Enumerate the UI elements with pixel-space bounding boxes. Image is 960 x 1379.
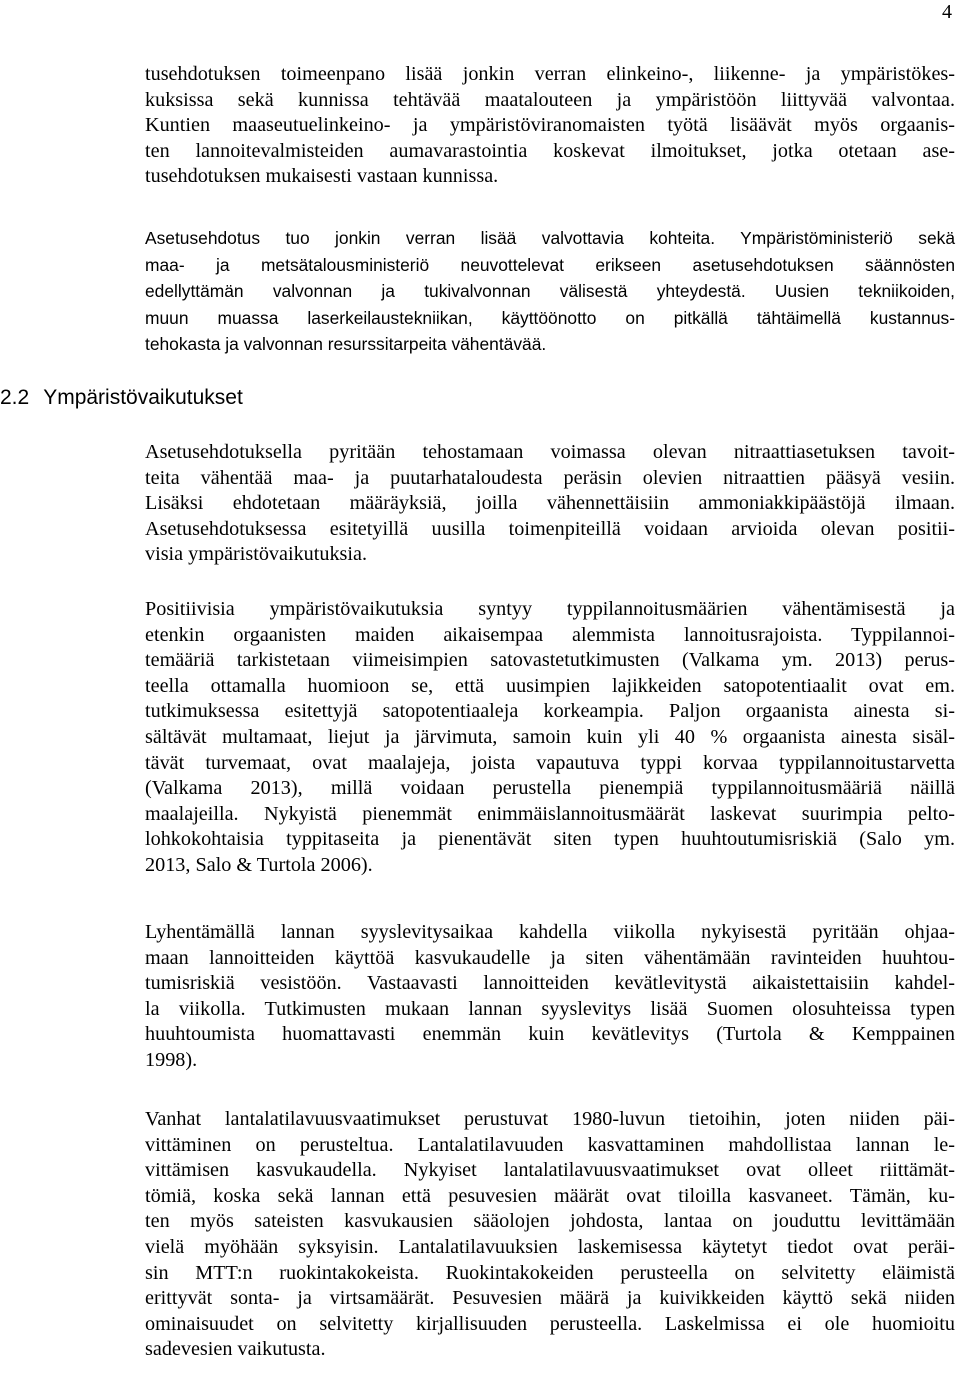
text-line: la viikolla. Tutkimusten mukaan lannan syyslevitys lisää Suomen olosuhteissa typen <box>145 997 955 1020</box>
paragraph-supervision <box>145 225 955 358</box>
text-line: Positiivisia ympäristövaikutuksia syntyy typpilannoitusmäärien vähentämisestä ja <box>145 598 955 620</box>
text-line: tutkimuksessa esitettyjä satopotentiaaleja korkeampia. Paljon orgaanista ainesta si- <box>145 700 955 723</box>
text-line: tävät turvemaat, ovat maalajeja, joista vapautuva typpi korvaa typpilannoitustarvetta <box>145 751 955 774</box>
text-line: edellyttämän valvonnan ja tukivalvonnan välisestä yhteydestä. Uusien tekniikoiden, <box>145 281 955 302</box>
text-line: Lyhentämällä lannan syyslevitysaikaa kahdella viikolla nykyisestä pyritään ohjaa- <box>145 921 955 943</box>
text-line: tömiä, koska sekä lannan että pesuvesien määrät ovat tiloilla kasvaneet. Tämän, ku- <box>145 1184 955 1207</box>
paragraph-positive-effects <box>145 597 955 879</box>
text-line: 1998). <box>145 1048 198 1071</box>
text-line: lohkokohtaisia typpitaseita ja pienentävät siten typen huuhtoutumisriskiä (Salo ym. <box>145 828 955 851</box>
text-line: vielä myöhään syksyisin. Lantalatilavuuksien laskemisessa käytetyt tiedot ovat peräi- <box>145 1235 955 1258</box>
text-line: sältävät multamaat, liejut ja järvimuta, samoin kuin yli 40 % orgaanista ainesta sisäl- <box>145 725 955 748</box>
text-line: teita vähentää maa- ja puutarhataloudesta peräsin olevien nitraattien pääsyä vesiin. <box>145 466 955 489</box>
text-line: ten lannoitevalmisteiden aumavarastointia koskevat ilmoitukset, jotka otetaan ase- <box>145 139 955 162</box>
text-line: ominaisuudet on selvitetty kirjallisuuden perusteella. Laskelmissa ei ole huomioitu <box>145 1312 955 1335</box>
text-line: 2013, Salo & Turtola 2006). <box>145 853 373 876</box>
text-line: maan lannoitteiden käyttöä kasvukaudelle ja siten vähentämään ravinteiden huuhtou- <box>145 946 955 969</box>
text-line: etenkin orgaanisten maiden aikaisempaa alemmista lannoitusrajoista. Typpilannoi- <box>145 623 955 646</box>
text-line: vittämisen kasvukaudella. Nykyiset lantalatilavuusvaatimukset ovat olleet riittämät- <box>145 1159 955 1182</box>
text-line: Asetusehdotuksessa esitetyillä uusilla toimenpiteillä voidaan arvioida olevan positii- <box>145 517 955 540</box>
text-line: vittäminen on perusteltua. Lantalatilavuuden kasvattaminen mahdollistaa lannan le- <box>145 1133 955 1156</box>
text-line: teella ottamalla huomioon se, että uusimpien lajikkeiden satopotentiaalit ovat em. <box>145 674 955 697</box>
text-line: Lisäksi ehdotetaan määräyksiä, joilla vähennettäisiin ammoniakkipäästöjä ilmaan. <box>145 492 955 515</box>
text-line: (Valkama 2013), millä voidaan perustella pienempiä typpilannoitusmääriä näillä <box>145 777 955 800</box>
page-number: 4 <box>942 1 952 23</box>
text-line: tusehdotuksen toimeenpano lisää jonkin verran elinkeino-, liikenne- ja ympäristökes- <box>145 63 955 85</box>
text-line: sadevesien vaikutusta. <box>145 1338 326 1361</box>
text-line: Asetusehdotuksella pyritään tehostamaan voimassa olevan nitraattiasetuksen tavoit- <box>145 441 955 463</box>
text-line: maalajeilla. Nykyistä pienemmät enimmäislannoitusmäärät laskevat suurimpia pelto- <box>145 802 955 825</box>
text-line: Vanhat lantalatilavuusvaatimukset perustuvat 1980-luvun tietoihin, joten niiden päi- <box>145 1108 955 1130</box>
text-line: tusehdotuksen mukaisesti vastaan kunnissa. <box>145 165 499 188</box>
text-line: tumisriskiä vesistöön. Vastaavasti lannoitteiden kevätlevitystä aikaistettaisiin kahdel- <box>145 972 955 995</box>
section-number: 2.2 <box>0 386 30 409</box>
text-line: tehokasta ja valvonnan resurssitarpeita vähentävää. <box>145 334 547 355</box>
paragraph-spreading-period <box>145 920 955 1074</box>
section-title: Ympäristövaikutukset <box>43 386 243 409</box>
text-line: temääriä tarkistetaan viimeisimpien satovastetutkimusten (Valkama ym. 2013) perus- <box>145 649 955 672</box>
paragraph-objectives <box>145 440 955 568</box>
text-line: muun muassa laserkeilaustekniikan, käyttöönotto on pitkällä tähtäimellä kustannus- <box>145 307 955 328</box>
paragraph-intro <box>145 62 955 190</box>
text-line: sin MTT:n ruokintakokeista. Ruokintakokeiden perusteella on selvitetty eläimistä <box>145 1261 955 1284</box>
text-line: erittyvät sonta- ja virtsamäärät. Pesuvesien määrä ja kuivikkeiden käyttö sekä niiden <box>145 1287 955 1310</box>
text-line: kuksissa sekä kunnissa tehtävää maatalouteen ja ympäristöön liittyvää valvontaa. <box>145 88 955 111</box>
text-line: visia ympäristövaikutuksia. <box>145 543 368 566</box>
text-line: Asetusehdotus tuo jonkin verran lisää valvottavia kohteita. Ympäristöministeriö sekä <box>145 228 955 248</box>
section-heading <box>0 385 243 411</box>
text-line: huuhtoumista huomattavasti enemmän kuin kevätlevitys (Turtola & Kemppainen <box>145 1023 955 1046</box>
paragraph-manure-storage <box>145 1107 955 1363</box>
text-line: maa- ja metsätalousministeriö neuvottelevat erikseen asetusehdotuksen säännösten <box>145 254 955 275</box>
text-line: ten myös sateisten kasvukausien sääolojen johdosta, lantaa on jouduttu levittämään <box>145 1210 955 1233</box>
text-line: Kuntien maaseutuelinkeino- ja ympäristöviranomaisten työtä lisäävät myös orgaanis- <box>145 114 955 137</box>
